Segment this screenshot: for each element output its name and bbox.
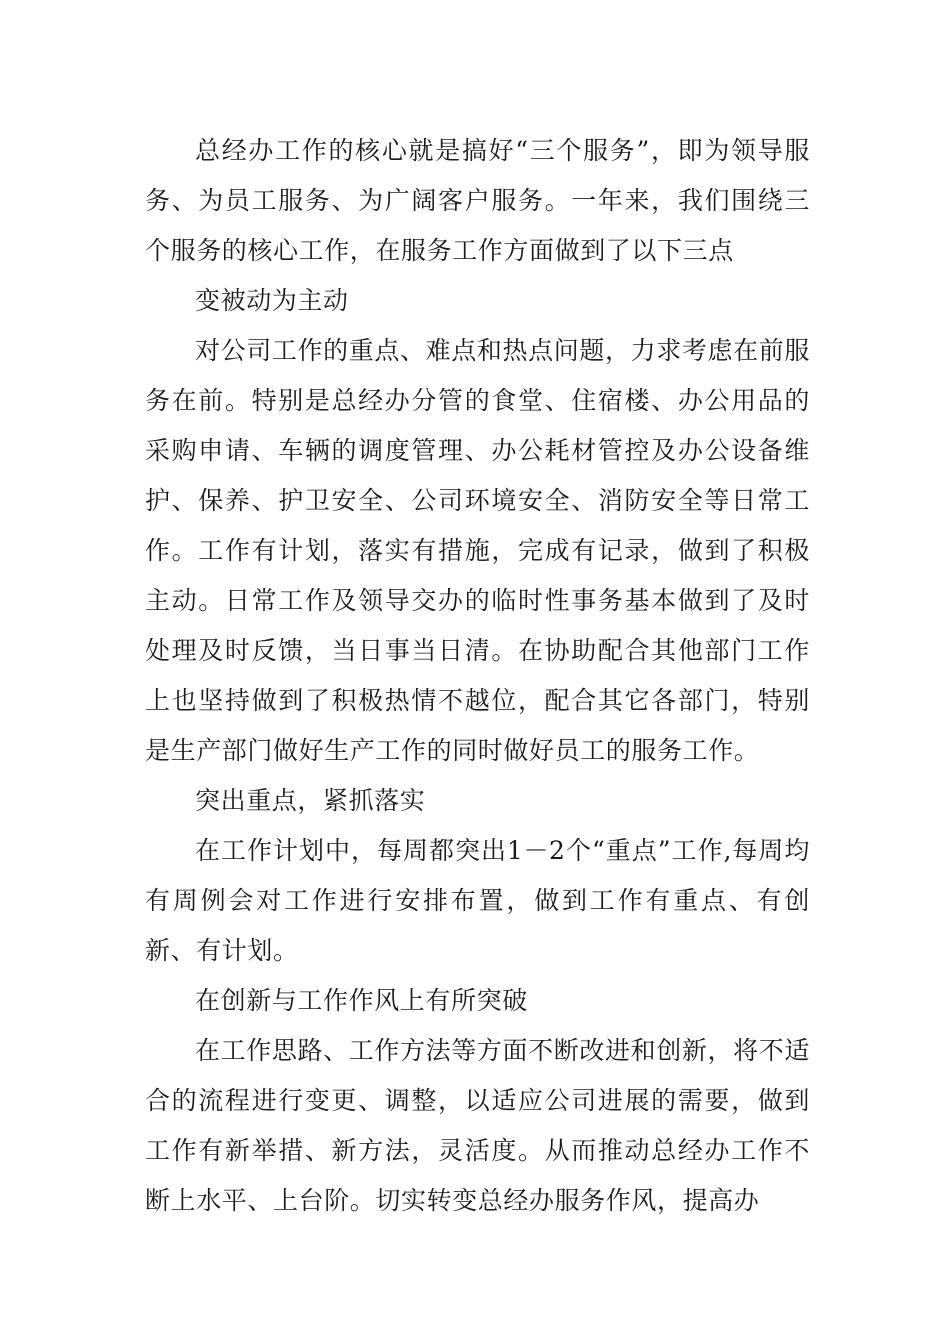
paragraph-proactive-service: 对公司工作的重点、难点和热点问题，力求考虑在前服务在前。特别是总经办分管的食堂、住宿楼、办公用品的采购申请、车辆的调度管理、办公耗材管控及办公设备维护、保养、护卫安全、公司环境安全、消防安全等日常工作。工作有计划，落实有措施，完成有记录，做到了积极主动。日常工作及领导交办的临时性事务基本做到了及时处理及时反馈，当日事当日清。在协助配合其他部门工作上也坚持做到了积极热情不越位，配合其它各部门，特别是生产部门做好生产工作的同时做好员工的服务工作。 xyxy=(145,336,810,765)
paragraph-service-core: 总经办工作的核心就是搞好“三个服务”，即为领导服务、为员工服务、为广阔客户服务。一年来，我们围绕三个服务的核心工作，在服务工作方面做到了以下三点 xyxy=(145,136,810,265)
heading-passive-to-active: 变被动为主动 xyxy=(195,286,349,315)
document-body xyxy=(145,126,810,1226)
heading-innovation-breakthrough: 在创新与工作作风上有所突破 xyxy=(195,986,528,1015)
paragraph-innovation: 在工作思路、工作方法等方面不断改进和创新，将不适合的流程进行变更、调整，以适应公司进展的需要，做到工作有新举措、新方法，灵活度。从而推动总经办工作不断上水平、上台阶。切实转变总经办服务作风，提高办 xyxy=(145,1036,810,1215)
paragraph-weekly-focus: 在工作计划中，每周都突出1－2个“重点”工作,每周均有周例会对工作进行安排布置，做到工作有重点、有创新、有计划。 xyxy=(145,836,810,965)
heading-focus-implementation: 突出重点，紧抓落实 xyxy=(195,786,426,815)
